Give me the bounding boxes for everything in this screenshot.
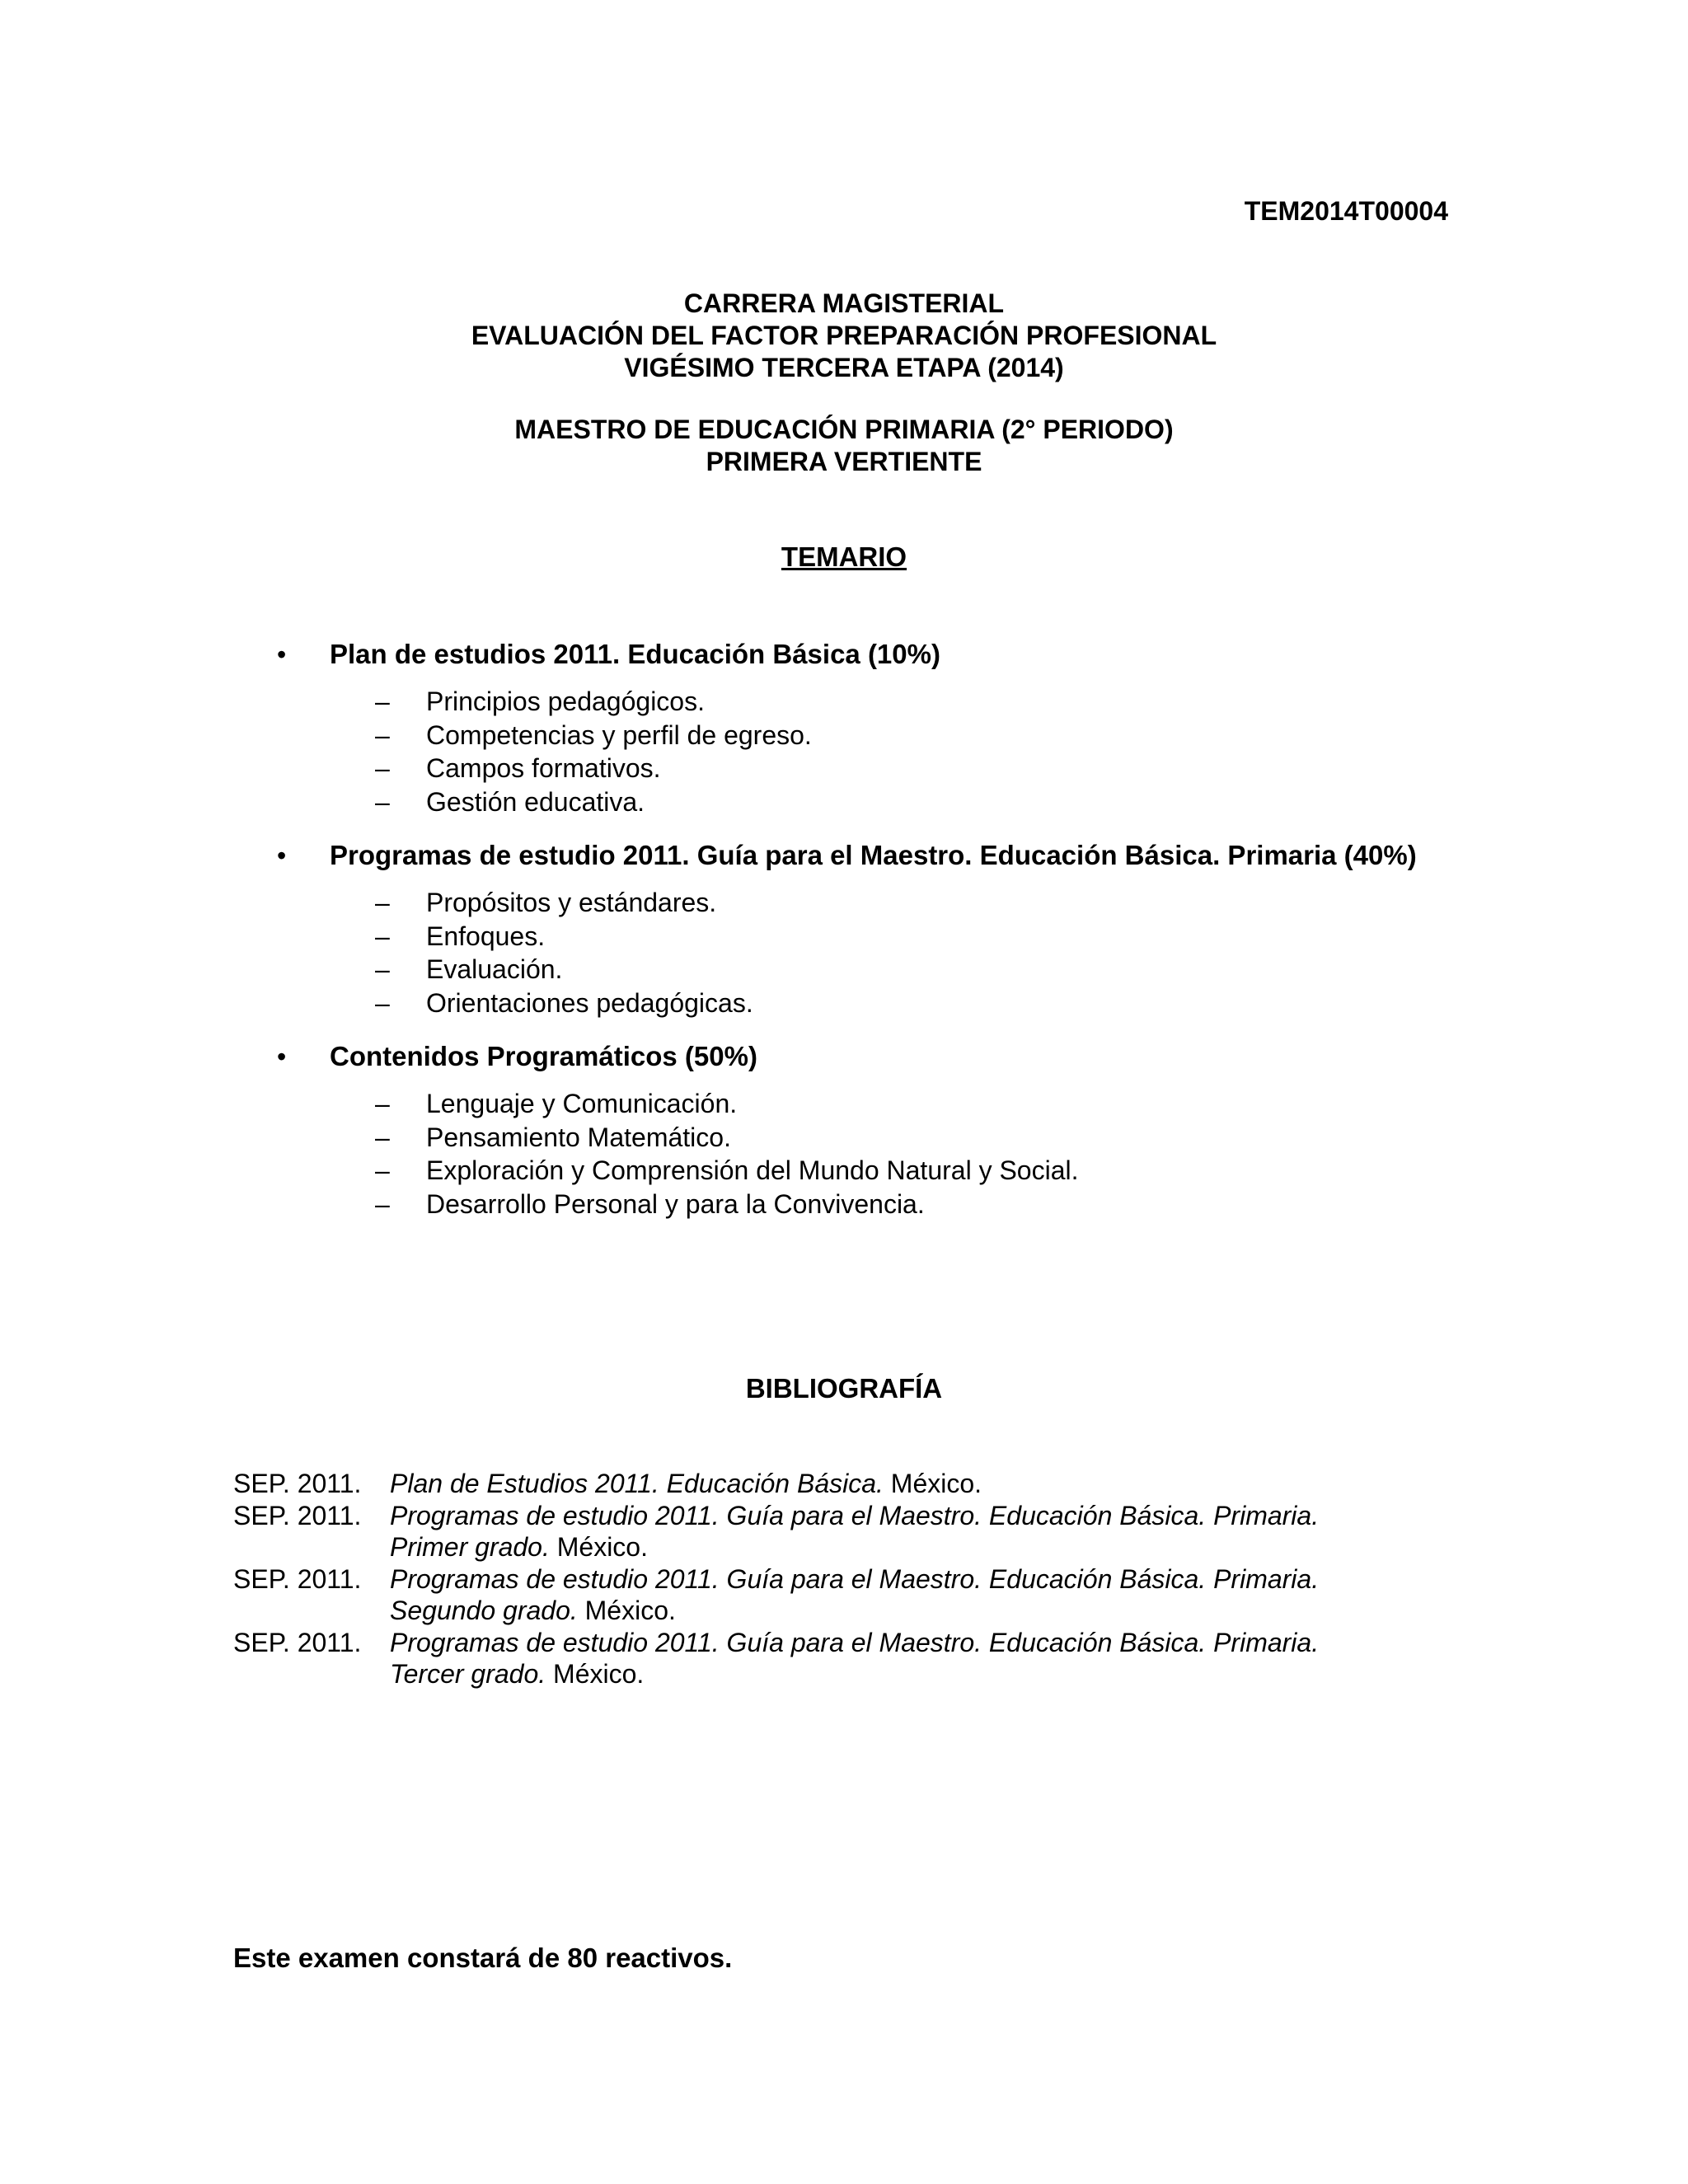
bibliography-author: SEP. 2011. (233, 1563, 362, 1594)
subtopic-text: Propósitos y estándares. (426, 888, 717, 917)
subtopic-item (375, 1154, 1530, 1188)
bibliography-entry (233, 1563, 1470, 1627)
document-title (0, 288, 1688, 384)
dash-icon: – (375, 719, 390, 750)
dash-icon: – (375, 987, 390, 1018)
subtopic-text: Evaluación. (426, 954, 563, 984)
subtopic-text: Principios pedagógicos. (426, 687, 705, 716)
bibliography-title: Programas de estudio 2011. Guía para el Maestro. Educación Básica. Primaria. (390, 1500, 1320, 1530)
dash-icon: – (375, 1155, 390, 1185)
exam-note: Este examen constará de 80 reactivos. (233, 1943, 733, 1973)
topic-title: Plan de estudios 2011. Educación Básica (10%) (330, 639, 940, 669)
topic-item (277, 1040, 1530, 1221)
subtopic-item (375, 752, 1530, 785)
bibliography-entry (233, 1468, 1470, 1500)
dash-icon: – (375, 1188, 390, 1219)
bibliography-title: Primer grado. (390, 1532, 550, 1562)
dash-icon: – (375, 1089, 390, 1118)
subtitle-line: MAESTRO DE EDUCACIÓN PRIMARIA (2° PERIODO) (514, 415, 1174, 444)
temario-topic-list (277, 638, 1530, 1241)
subtopic-item (375, 685, 1530, 719)
bibliography-title: Segundo grado. (390, 1596, 578, 1625)
subtopic-text: Competencias y perfil de egreso. (426, 719, 812, 750)
subtopic-text: Gestión educativa. (426, 786, 645, 817)
subtopic-item (375, 987, 1530, 1020)
dash-icon: – (375, 753, 390, 783)
temario-heading: TEMARIO (781, 541, 907, 572)
bibliography-entry (233, 1500, 1470, 1563)
subtopic-list (330, 1087, 1530, 1221)
bibliography-author: SEP. 2011. (233, 1500, 362, 1530)
subtopic-item (375, 1087, 1530, 1121)
topic-title: Programas de estudio 2011. Guía para el Maestro. Educación Básica. Primaria (40%) (330, 840, 1417, 870)
bullet-icon: • (277, 640, 287, 669)
subtitle-line: PRIMERA VERTIENTE (706, 447, 982, 476)
bibliography-author: SEP. 2011. (233, 1627, 362, 1657)
dash-icon: – (375, 1122, 390, 1152)
subtopic-item (375, 953, 1530, 987)
bibliography-author: SEP. 2011. (233, 1469, 362, 1498)
bibliography-title: Plan de Estudios 2011. Educación Básica. (390, 1469, 884, 1498)
subtopic-text: Pensamiento Matemático. (426, 1122, 731, 1152)
bibliography-place: México. (890, 1469, 982, 1498)
subtopic-item (375, 886, 1530, 920)
bullet-icon: • (277, 841, 287, 870)
dash-icon: – (375, 921, 390, 951)
bibliography-list (233, 1468, 1470, 1690)
title-line: VIGÉSIMO TERCERA ETAPA (2014) (624, 353, 1064, 382)
bullet-icon: • (277, 1042, 287, 1071)
subtopic-text: Exploración y Comprensión del Mundo Natural y Social. (426, 1155, 1079, 1185)
bibliografia-heading: BIBLIOGRAFÍA (745, 1373, 943, 1404)
subtopic-text: Enfoques. (426, 921, 546, 951)
subtopic-item (375, 719, 1530, 752)
bibliography-entry (233, 1627, 1470, 1690)
dash-icon: – (375, 786, 390, 817)
bibliography-title: Programas de estudio 2011. Guía para el Maestro. Educación Básica. Primaria. (390, 1563, 1320, 1594)
dash-icon: – (375, 687, 390, 716)
subtopic-item (375, 920, 1530, 954)
title-line: EVALUACIÓN DEL FACTOR PREPARACIÓN PROFESIONAL (471, 321, 1217, 350)
bibliography-place: México. (556, 1532, 648, 1562)
subtopic-list (330, 886, 1530, 1019)
bibliography-title: Programas de estudio 2011. Guía para el Maestro. Educación Básica. Primaria. (390, 1627, 1320, 1657)
subtopic-text: Campos formativos. (426, 753, 661, 783)
subtopic-item (375, 1188, 1530, 1221)
subtopic-item (375, 1121, 1530, 1155)
topic-item (277, 638, 1530, 818)
title-line: CARRERA MAGISTERIAL (683, 288, 1005, 318)
document-subtitle (0, 414, 1688, 478)
subtopic-text: Desarrollo Personal y para la Convivencia. (426, 1188, 925, 1219)
bibliography-title: Tercer grado. (390, 1659, 546, 1689)
topic-title: Contenidos Programáticos (50%) (330, 1041, 757, 1071)
subtopic-text: Lenguaje y Comunicación. (426, 1089, 738, 1118)
subtopic-item (375, 785, 1530, 819)
document-code: TEM2014T00004 (1244, 196, 1448, 226)
topic-item (277, 839, 1530, 1019)
subtopic-text: Orientaciones pedagógicas. (426, 987, 753, 1018)
bibliography-place: México. (553, 1659, 645, 1689)
bibliography-place: México. (584, 1596, 676, 1625)
dash-icon: – (375, 954, 390, 984)
subtopic-list (330, 685, 1530, 818)
dash-icon: – (375, 888, 390, 917)
